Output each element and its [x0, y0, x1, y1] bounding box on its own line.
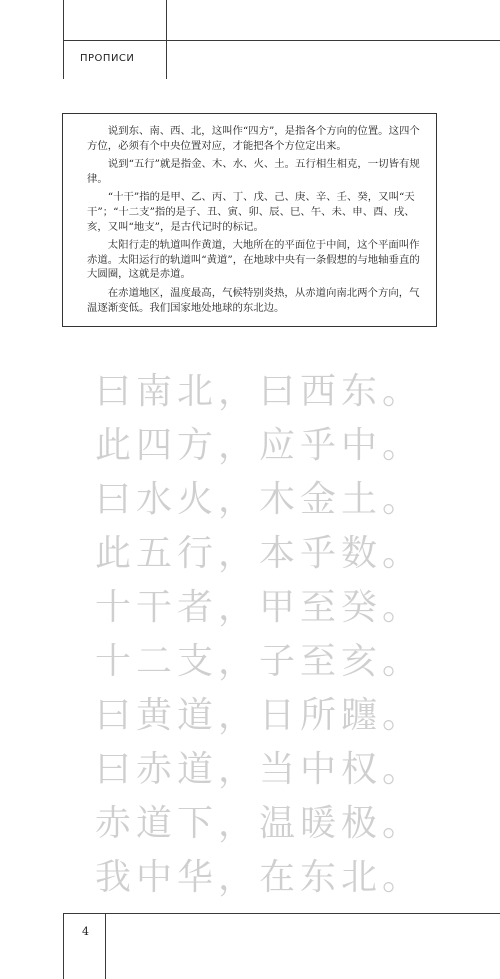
explanation-paragraph: 在赤道地区，温度最高，气候特别炎热，从赤道向南北两个方向，气温逐渐变低。我们国家地处地球的东北边。 — [87, 286, 420, 314]
header-rule-horizontal — [63, 40, 500, 41]
tracing-line: 曰南北，曰西东。 — [95, 371, 424, 412]
tracing-line: 十二支，子至亥。 — [95, 641, 424, 682]
footer-rule-horizontal — [63, 913, 500, 914]
explanation-paragraph: 说到“五行”就是指金、木、水、火、土。五行相生相克，一切皆有规律。 — [87, 158, 420, 185]
explanation-paragraph: “十干”指的是甲、乙、丙、丁、戊、己、庚、辛、壬、癸，又叫“天干”；“十二支”指的是子、丑、寅、卯、辰、巳、午、未、申、酉、戌、亥，又叫“地支”，是古代记时的标记。 — [87, 191, 415, 233]
page-header-title: ПРОПИСИ — [80, 53, 135, 64]
tracing-line: 此四方，应乎中。 — [95, 425, 424, 466]
page-number: 4 — [82, 925, 89, 938]
tracing-line: 此五行，本乎数。 — [95, 533, 424, 574]
tracing-line: 我中华，在东北。 — [95, 857, 424, 898]
tracing-line: 曰黄道，日所躔。 — [95, 695, 424, 736]
tracing-line: 曰赤道，当中权。 — [95, 749, 424, 790]
explanation-paragraph: 说到东、南、西、北，这叫作“四方”，是指各个方向的位置。这四个方位，必须有个中央位置对应，才能把各个方位定出来。 — [87, 125, 420, 152]
tracing-line: 赤道下，温暖极。 — [95, 803, 424, 844]
tracing-line: 十干者，甲至癸。 — [95, 587, 424, 628]
footer-rule-right — [105, 913, 106, 979]
tracing-line: 曰水火，木金土。 — [95, 479, 424, 520]
explanation-box — [62, 113, 437, 327]
explanation-paragraph: 太阳行走的轨道叫作黄道，大地所在的平面位于中间，这个平面叫作赤道。太阳运行的轨道叫“黄道”，在地球中央有一条假想的与地轴垂直的大圆圈，这就是赤道。 — [87, 239, 420, 281]
footer-rule-left — [63, 913, 64, 979]
